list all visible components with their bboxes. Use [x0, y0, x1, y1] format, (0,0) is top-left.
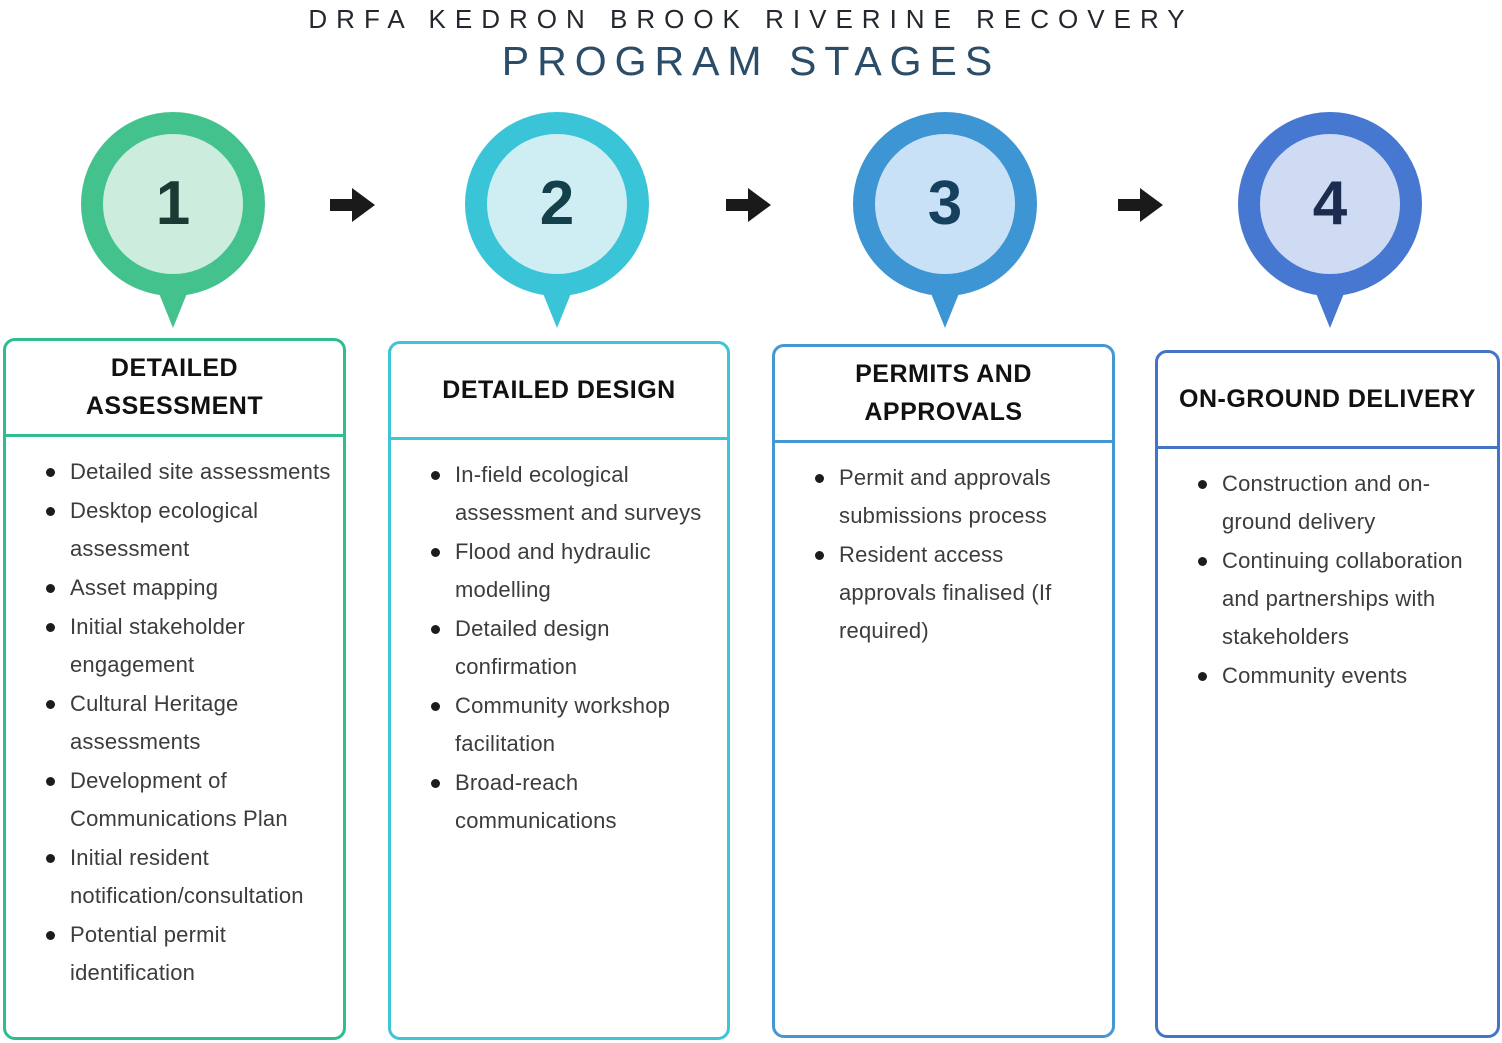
stage-1-marker	[81, 112, 265, 296]
stage-2-number: 2	[539, 169, 575, 238]
stage-2-item-list	[391, 440, 727, 840]
stage-3-marker	[853, 112, 1037, 296]
stage-4-header	[1158, 353, 1497, 449]
list-item: Detailed site assessments	[36, 453, 333, 491]
stage-2-box	[388, 341, 730, 1040]
stage-3-balloon	[853, 112, 1037, 296]
list-item: Community workshop facilitation	[421, 687, 717, 763]
list-item: Continuing collaboration and partnerships with stakeholders	[1188, 542, 1487, 656]
stage-2-header	[391, 344, 727, 440]
stage-2-heading: DETAILED DESIGN	[442, 375, 676, 404]
diagram-subtitle: PROGRAM STAGES	[501, 38, 1001, 84]
list-item: Development of Communications Plan	[36, 762, 333, 838]
stage-4-item-list	[1158, 449, 1497, 695]
list-item: Initial resident notification/consultation	[36, 839, 333, 915]
list-item: Resident access approvals finalised (If required)	[805, 536, 1102, 650]
stage-3-box	[772, 344, 1115, 1038]
right-arrow-icon	[1118, 186, 1164, 224]
stage-1-header	[6, 341, 343, 437]
list-item: Permit and approvals submissions process	[805, 459, 1102, 535]
stage-4-box	[1155, 350, 1500, 1038]
stage-1-heading: DETAILED ASSESSMENT	[85, 354, 264, 420]
stage-2-balloon	[465, 112, 649, 296]
stage-4-number: 4	[1312, 169, 1348, 238]
list-item: Potential permit identification	[36, 916, 333, 992]
stage-3-heading: PERMITS AND APPROVALS	[855, 360, 1032, 426]
stage-3-item-list	[775, 443, 1112, 650]
stage-4-balloon	[1238, 112, 1422, 296]
stage-1-number: 1	[155, 169, 191, 238]
stage-3-header	[775, 347, 1112, 443]
list-item: Construction and on-ground delivery	[1188, 465, 1487, 541]
stage-1-box	[3, 338, 346, 1040]
list-item: Community events	[1188, 657, 1487, 695]
list-item: Flood and hydraulic modelling	[421, 533, 717, 609]
right-arrow-icon	[330, 186, 376, 224]
stage-1-balloon	[81, 112, 265, 296]
stage-4-marker	[1238, 112, 1422, 296]
list-item: Desktop ecological assessment	[36, 492, 333, 568]
list-item: Detailed design confirmation	[421, 610, 717, 686]
diagram-title: DRFA KEDRON BROOK RIVERINE RECOVERY	[308, 4, 1194, 34]
stage-1-item-list	[6, 437, 343, 992]
right-arrow-icon	[726, 186, 772, 224]
list-item: Asset mapping	[36, 569, 333, 607]
list-item: Broad-reach communications	[421, 764, 717, 840]
list-item: Cultural Heritage assessments	[36, 685, 333, 761]
list-item: Initial stakeholder engagement	[36, 608, 333, 684]
stage-4-heading: ON-GROUND DELIVERY	[1179, 384, 1476, 413]
stage-2-marker	[465, 112, 649, 296]
list-item: In-field ecological assessment and surveys	[421, 456, 717, 532]
stage-3-number: 3	[927, 169, 963, 238]
